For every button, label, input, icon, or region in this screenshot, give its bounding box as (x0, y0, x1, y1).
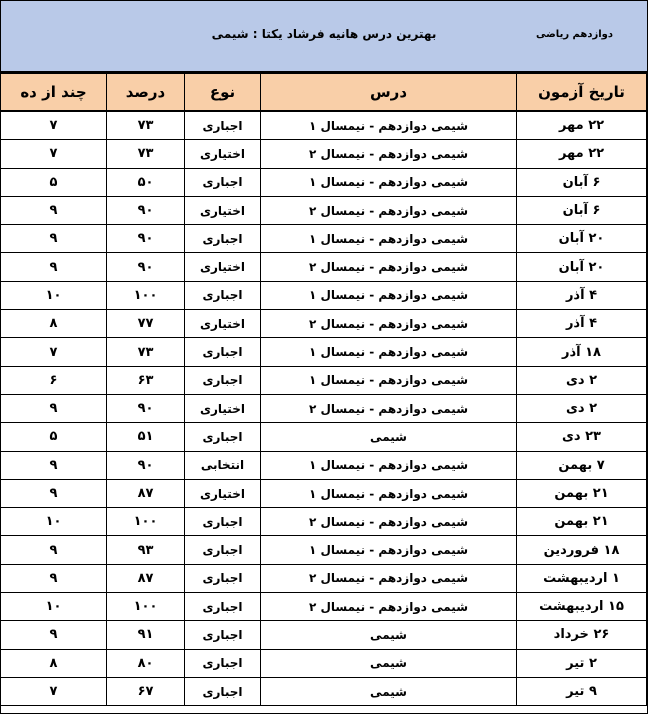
cell-type: اجباری (185, 621, 261, 649)
cell-subject: شیمی دوازدهم - نیمسال ۱ (261, 111, 517, 140)
cell-score: ۹ (1, 451, 107, 479)
report-banner (1, 1, 647, 73)
cell-percent: ۷۳ (107, 111, 185, 140)
cell-type: اختیاری (185, 479, 261, 507)
cell-type: اجباری (185, 168, 261, 196)
cell-score: ۵ (1, 168, 107, 196)
cell-score: ۶ (1, 366, 107, 394)
cell-score: ۹ (1, 536, 107, 564)
cell-score: ۷ (1, 677, 107, 705)
table-row (1, 536, 647, 564)
cell-date: ۱ اردیبهشت (517, 564, 647, 592)
table-row (1, 111, 647, 140)
cell-subject: شیمی دوازدهم - نیمسال ۲ (261, 394, 517, 422)
table-row (1, 621, 647, 649)
cell-subject: شیمی دوازدهم - نیمسال ۲ (261, 310, 517, 338)
table-row (1, 281, 647, 309)
table-row (1, 564, 647, 592)
cell-subject: شیمی (261, 649, 517, 677)
cell-percent: ۹۰ (107, 225, 185, 253)
cell-date: ۲۰ آبان (517, 225, 647, 253)
cell-date: ۲۱ بهمن (517, 508, 647, 536)
cell-percent: ۹۰ (107, 394, 185, 422)
cell-percent: ۱۰۰ (107, 593, 185, 621)
cell-date: ۲ تیر (517, 649, 647, 677)
cell-subject: شیمی دوازدهم - نیمسال ۱ (261, 479, 517, 507)
cell-type: اجباری (185, 366, 261, 394)
cell-score: ۷ (1, 140, 107, 168)
cell-type: اجباری (185, 649, 261, 677)
cell-subject: شیمی دوازدهم - نیمسال ۱ (261, 451, 517, 479)
table-row (1, 649, 647, 677)
cell-type: اختیاری (185, 196, 261, 224)
cell-score: ۱۰ (1, 593, 107, 621)
cell-date: ۲۰ آبان (517, 253, 647, 281)
cell-score: ۹ (1, 394, 107, 422)
cell-date: ۲۳ دی (517, 423, 647, 451)
cell-subject: شیمی دوازدهم - نیمسال ۱ (261, 366, 517, 394)
table-row (1, 196, 647, 224)
cell-subject: شیمی (261, 677, 517, 705)
table-row (1, 508, 647, 536)
cell-date: ۱۵ اردیبهشت (517, 593, 647, 621)
cell-date: ۴ آذر (517, 310, 647, 338)
cell-percent: ۸۰ (107, 649, 185, 677)
cell-date: ۲۲ مهر (517, 140, 647, 168)
cell-percent: ۶۷ (107, 677, 185, 705)
table-row (1, 140, 647, 168)
cell-type: انتخابی (185, 451, 261, 479)
grade-label: دوازدهم ریاضی (536, 29, 613, 40)
cell-subject: شیمی دوازدهم - نیمسال ۲ (261, 508, 517, 536)
cell-subject: شیمی (261, 423, 517, 451)
column-header-date: تاریخ آزمون (517, 74, 647, 112)
cell-percent: ۹۱ (107, 621, 185, 649)
table-row (1, 677, 647, 705)
table-header-row (1, 74, 647, 112)
cell-subject: شیمی دوازدهم - نیمسال ۲ (261, 140, 517, 168)
table-row (1, 253, 647, 281)
cell-date: ۴ آذر (517, 281, 647, 309)
cell-type: اجباری (185, 564, 261, 592)
cell-percent: ۷۳ (107, 140, 185, 168)
cell-subject: شیمی دوازدهم - نیمسال ۲ (261, 253, 517, 281)
cell-score: ۹ (1, 225, 107, 253)
cell-type: اجباری (185, 111, 261, 140)
cell-score: ۹ (1, 253, 107, 281)
cell-type: اختیاری (185, 140, 261, 168)
cell-type: اجباری (185, 677, 261, 705)
table-row (1, 451, 647, 479)
scores-table (0, 73, 647, 706)
cell-score: ۷ (1, 338, 107, 366)
column-header-subject: درس (261, 74, 517, 112)
cell-percent: ۹۰ (107, 451, 185, 479)
cell-score: ۷ (1, 111, 107, 140)
cell-date: ۹ تیر (517, 677, 647, 705)
cell-subject: شیمی دوازدهم - نیمسال ۲ (261, 564, 517, 592)
cell-date: ۱۸ آذر (517, 338, 647, 366)
cell-type: اجباری (185, 593, 261, 621)
cell-subject: شیمی دوازدهم - نیمسال ۱ (261, 338, 517, 366)
cell-percent: ۹۰ (107, 253, 185, 281)
cell-subject: شیمی (261, 621, 517, 649)
cell-date: ۲۶ خرداد (517, 621, 647, 649)
cell-date: ۲۱ بهمن (517, 479, 647, 507)
cell-type: اجباری (185, 338, 261, 366)
cell-percent: ۱۰۰ (107, 281, 185, 309)
cell-percent: ۵۱ (107, 423, 185, 451)
cell-date: ۲ دی (517, 394, 647, 422)
cell-score: ۸ (1, 649, 107, 677)
table-row (1, 366, 647, 394)
cell-score: ۹ (1, 479, 107, 507)
cell-percent: ۹۰ (107, 196, 185, 224)
cell-score: ۹ (1, 196, 107, 224)
cell-score: ۵ (1, 423, 107, 451)
column-header-type: نوع (185, 74, 261, 112)
cell-subject: شیمی دوازدهم - نیمسال ۱ (261, 536, 517, 564)
cell-type: اجباری (185, 423, 261, 451)
cell-subject: شیمی دوازدهم - نیمسال ۱ (261, 225, 517, 253)
cell-date: ۷ بهمن (517, 451, 647, 479)
table-row (1, 394, 647, 422)
cell-percent: ۹۳ (107, 536, 185, 564)
cell-type: اختیاری (185, 394, 261, 422)
column-header-percent: درصد (107, 74, 185, 112)
cell-type: اختیاری (185, 310, 261, 338)
table-row (1, 423, 647, 451)
cell-type: اختیاری (185, 253, 261, 281)
cell-percent: ۸۷ (107, 564, 185, 592)
cell-date: ۶ آبان (517, 168, 647, 196)
report-title: بهترین درس هانیه فرشاد یکتا : شیمی (211, 27, 437, 41)
cell-subject: شیمی دوازدهم - نیمسال ۲ (261, 196, 517, 224)
table-body (1, 111, 647, 706)
cell-subject: شیمی دوازدهم - نیمسال ۱ (261, 168, 517, 196)
table-row (1, 338, 647, 366)
cell-score: ۸ (1, 310, 107, 338)
cell-type: اجباری (185, 508, 261, 536)
table-row (1, 479, 647, 507)
table-row (1, 593, 647, 621)
cell-subject: شیمی دوازدهم - نیمسال ۱ (261, 281, 517, 309)
cell-date: ۲ دی (517, 366, 647, 394)
cell-percent: ۱۰۰ (107, 508, 185, 536)
column-header-score: چند از ده (1, 74, 107, 112)
table-row (1, 310, 647, 338)
cell-percent: ۶۳ (107, 366, 185, 394)
table-row (1, 225, 647, 253)
cell-subject: شیمی دوازدهم - نیمسال ۲ (261, 593, 517, 621)
cell-type: اجباری (185, 225, 261, 253)
cell-score: ۱۰ (1, 508, 107, 536)
cell-type: اجباری (185, 536, 261, 564)
cell-score: ۹ (1, 564, 107, 592)
cell-score: ۱۰ (1, 281, 107, 309)
cell-percent: ۸۷ (107, 479, 185, 507)
cell-percent: ۷۳ (107, 338, 185, 366)
cell-date: ۱۸ فروردین (517, 536, 647, 564)
table-row (1, 168, 647, 196)
cell-percent: ۷۷ (107, 310, 185, 338)
cell-date: ۶ آبان (517, 196, 647, 224)
cell-type: اجباری (185, 281, 261, 309)
cell-percent: ۵۰ (107, 168, 185, 196)
cell-score: ۹ (1, 621, 107, 649)
cell-date: ۲۲ مهر (517, 111, 647, 140)
